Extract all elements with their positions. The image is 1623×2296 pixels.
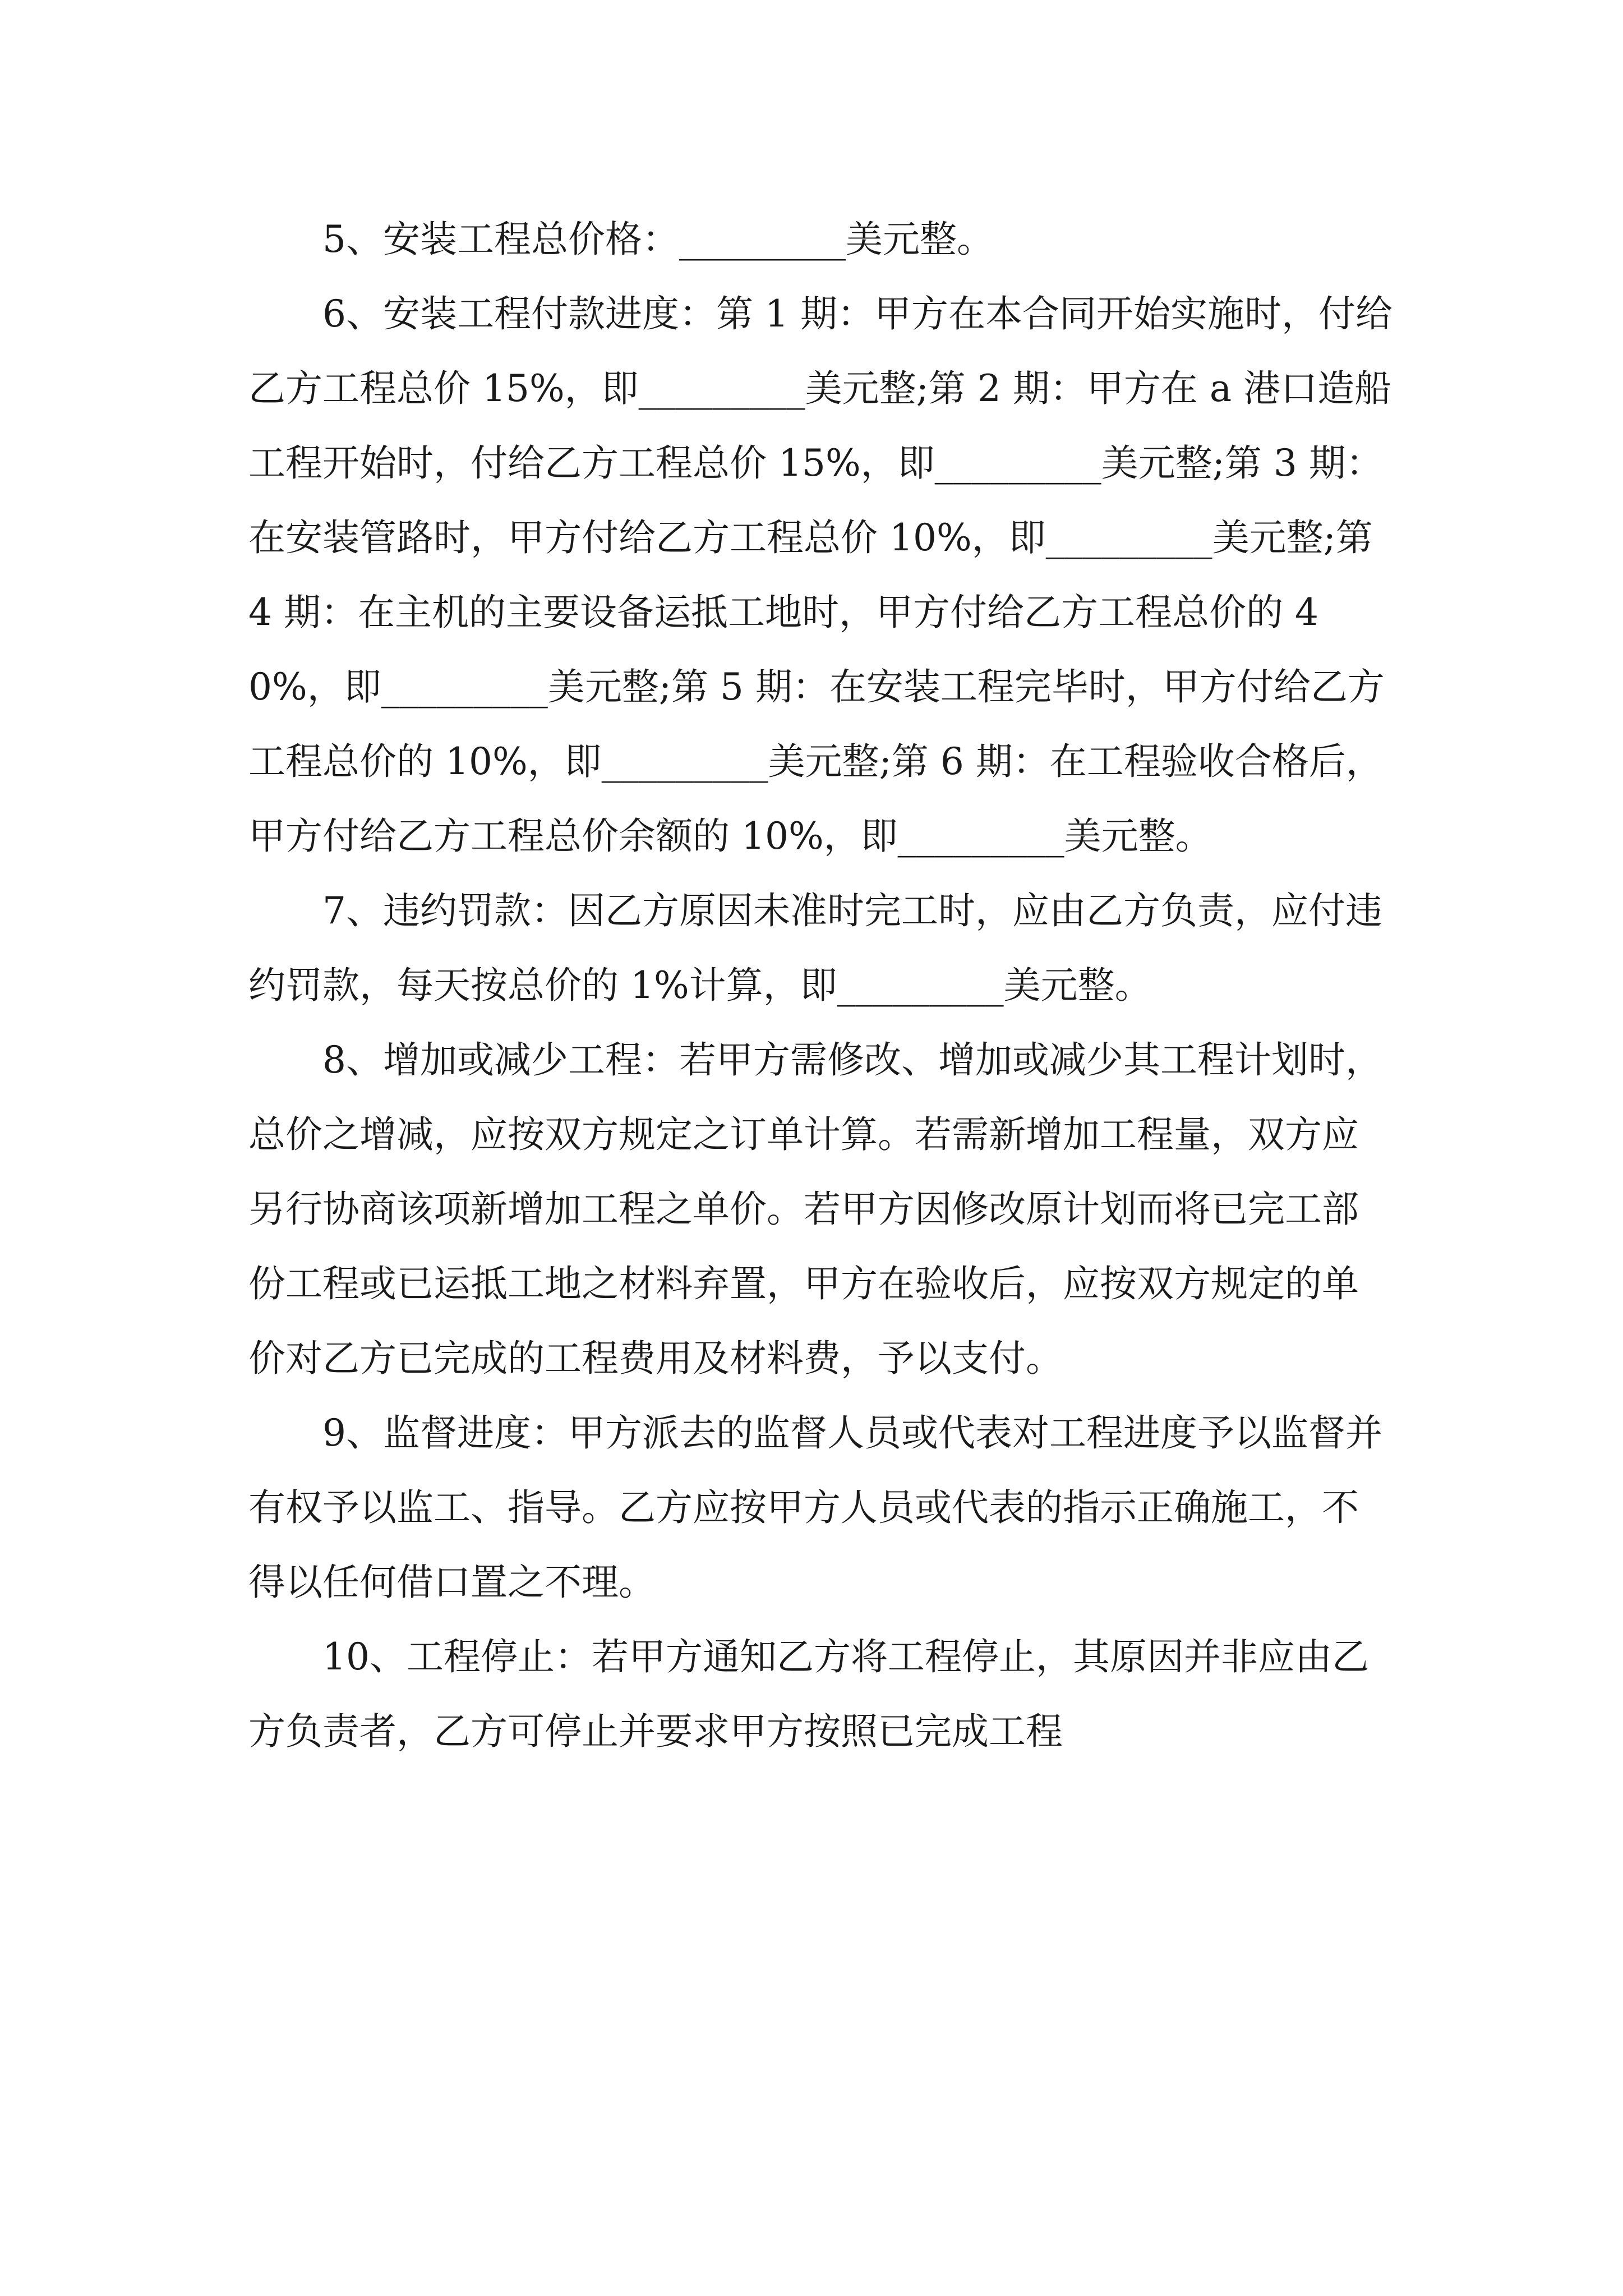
paragraph-item-10: 10、工程停止：若甲方通知乙方将工程停止，其原因并非应由乙方负责者，乙方可停止并要求甲方按照已完成工程 (248, 1635, 1369, 1753)
paragraph-item-7: 7、违约罚款：因乙方原因未准时完工时，应由乙方负责，应付违约罚款，每天按总价的 1%计算，即_________美元整。 (248, 889, 1382, 1007)
paragraph-item-9: 9、监督进度：甲方派去的监督人员或代表对工程进度予以监督并有权予以监工、指导。乙方应按甲方人员或代表的指示正确施工，不得以任何借口置之不理。 (248, 1411, 1382, 1604)
document-body (248, 202, 1393, 1769)
paragraph-item-5: 5、安装工程总价格：_________美元整。 (322, 218, 994, 261)
paragraph-item-8: 8、增加或减少工程：若甲方需修改、增加或减少其工程计划时，总价之增减，应按双方规定之订单计算。若需新增加工程量，双方应另行协商该项新增加工程之单价。若甲方因修改原计划而将已完工部份工程或已运抵工地之材料弃置，甲方在验收后，应按双方规定的单价对乙方已完成的工程费用及材料费，予以支付。 (248, 1038, 1382, 1380)
paragraph-item-6: 6、安装工程付款进度：第 1 期：甲方在本合同开始实施时，付给乙方工程总价 15%，即_________美元整;第 2 期：甲方在 a 港口造船工程开始时，付给乙方工程总价 15%，即_________美元整;第 3 期：在安装管路时，甲方付给乙方工程总价 10%，即_________美元整;第 4 期：在主机的主要设备运抵工地时，甲方付给乙方工程总价的 40%，即_________美元整;第 5 期：在安装工程完毕时，甲方付给乙方工程总价的 10%，即_________美元整;第 6 期：在工程验收合格后，甲方付给乙方工程总价余额的 10%，即_________美元整。 (248, 292, 1393, 858)
